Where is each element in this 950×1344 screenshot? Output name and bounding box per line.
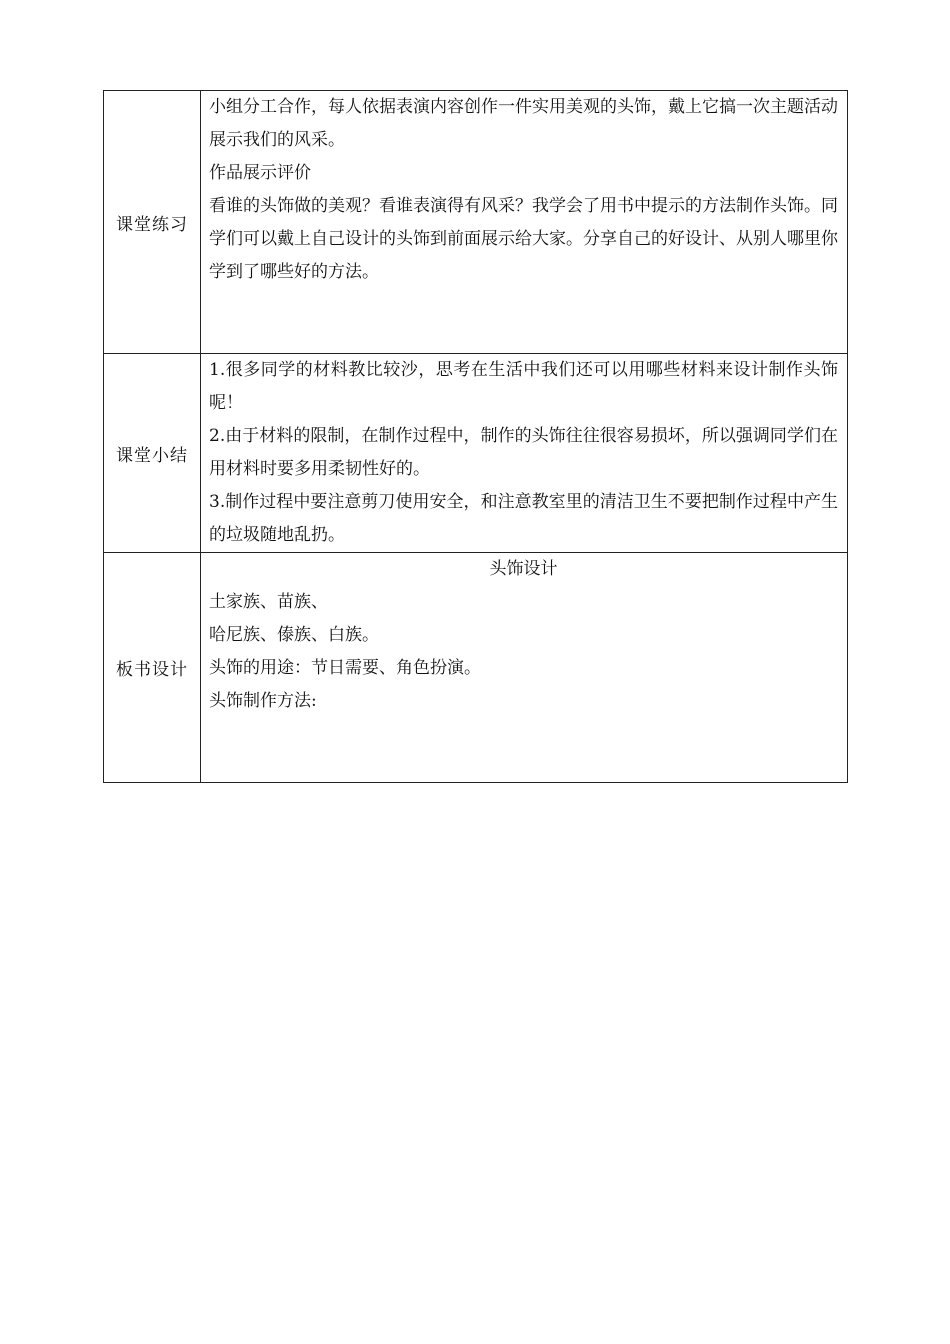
- summary-content: [201, 354, 848, 553]
- practice-content: [201, 91, 848, 354]
- lesson-plan-table: [103, 90, 848, 783]
- table-row-summary: [104, 354, 848, 553]
- table-row-practice: [104, 91, 848, 354]
- summary-item: 1.很多同学的材料教比较沙，思考在生活中我们还可以用哪些材料来设计制作头饰呢！: [209, 360, 838, 413]
- board-line: 头饰制作方法:: [209, 691, 317, 711]
- row-label-board: 板书设计: [104, 553, 201, 783]
- row-label-practice: 课堂练习: [104, 91, 201, 354]
- practice-paragraph: 看谁的头饰做的美观？看谁表演得有风采？我学会了用书中提示的方法制作头饰。同学们可以戴上自己设计的头饰到前面展示给大家。分享自己的好设计、从别人哪里你学到了哪些好的方法。: [209, 196, 838, 282]
- board-line: 土家族、苗族、: [209, 592, 328, 612]
- table-row-board: [104, 553, 848, 783]
- practice-paragraph: 小组分工合作，每人依据表演内容创作一件实用美观的头饰，戴上它搞一次主题活动展示我们的风采。: [209, 97, 838, 150]
- practice-paragraph: 作品展示评价: [209, 163, 311, 183]
- board-content: [201, 553, 848, 783]
- board-line: 头饰的用途：节日需要、角色扮演。: [209, 658, 481, 678]
- board-title: 头饰设计: [489, 559, 558, 579]
- board-line: 哈尼族、傣族、白族。: [209, 625, 379, 645]
- row-label-summary: 课堂小结: [104, 354, 201, 553]
- summary-item: 3.制作过程中要注意剪刀使用安全，和注意教室里的清洁卫生不要把制作过程中产生的垃圾随地乱扔。: [209, 492, 838, 545]
- summary-item: 2.由于材料的限制，在制作过程中，制作的头饰往往很容易损坏，所以强调同学们在用材料时要多用柔韧性好的。: [209, 426, 838, 479]
